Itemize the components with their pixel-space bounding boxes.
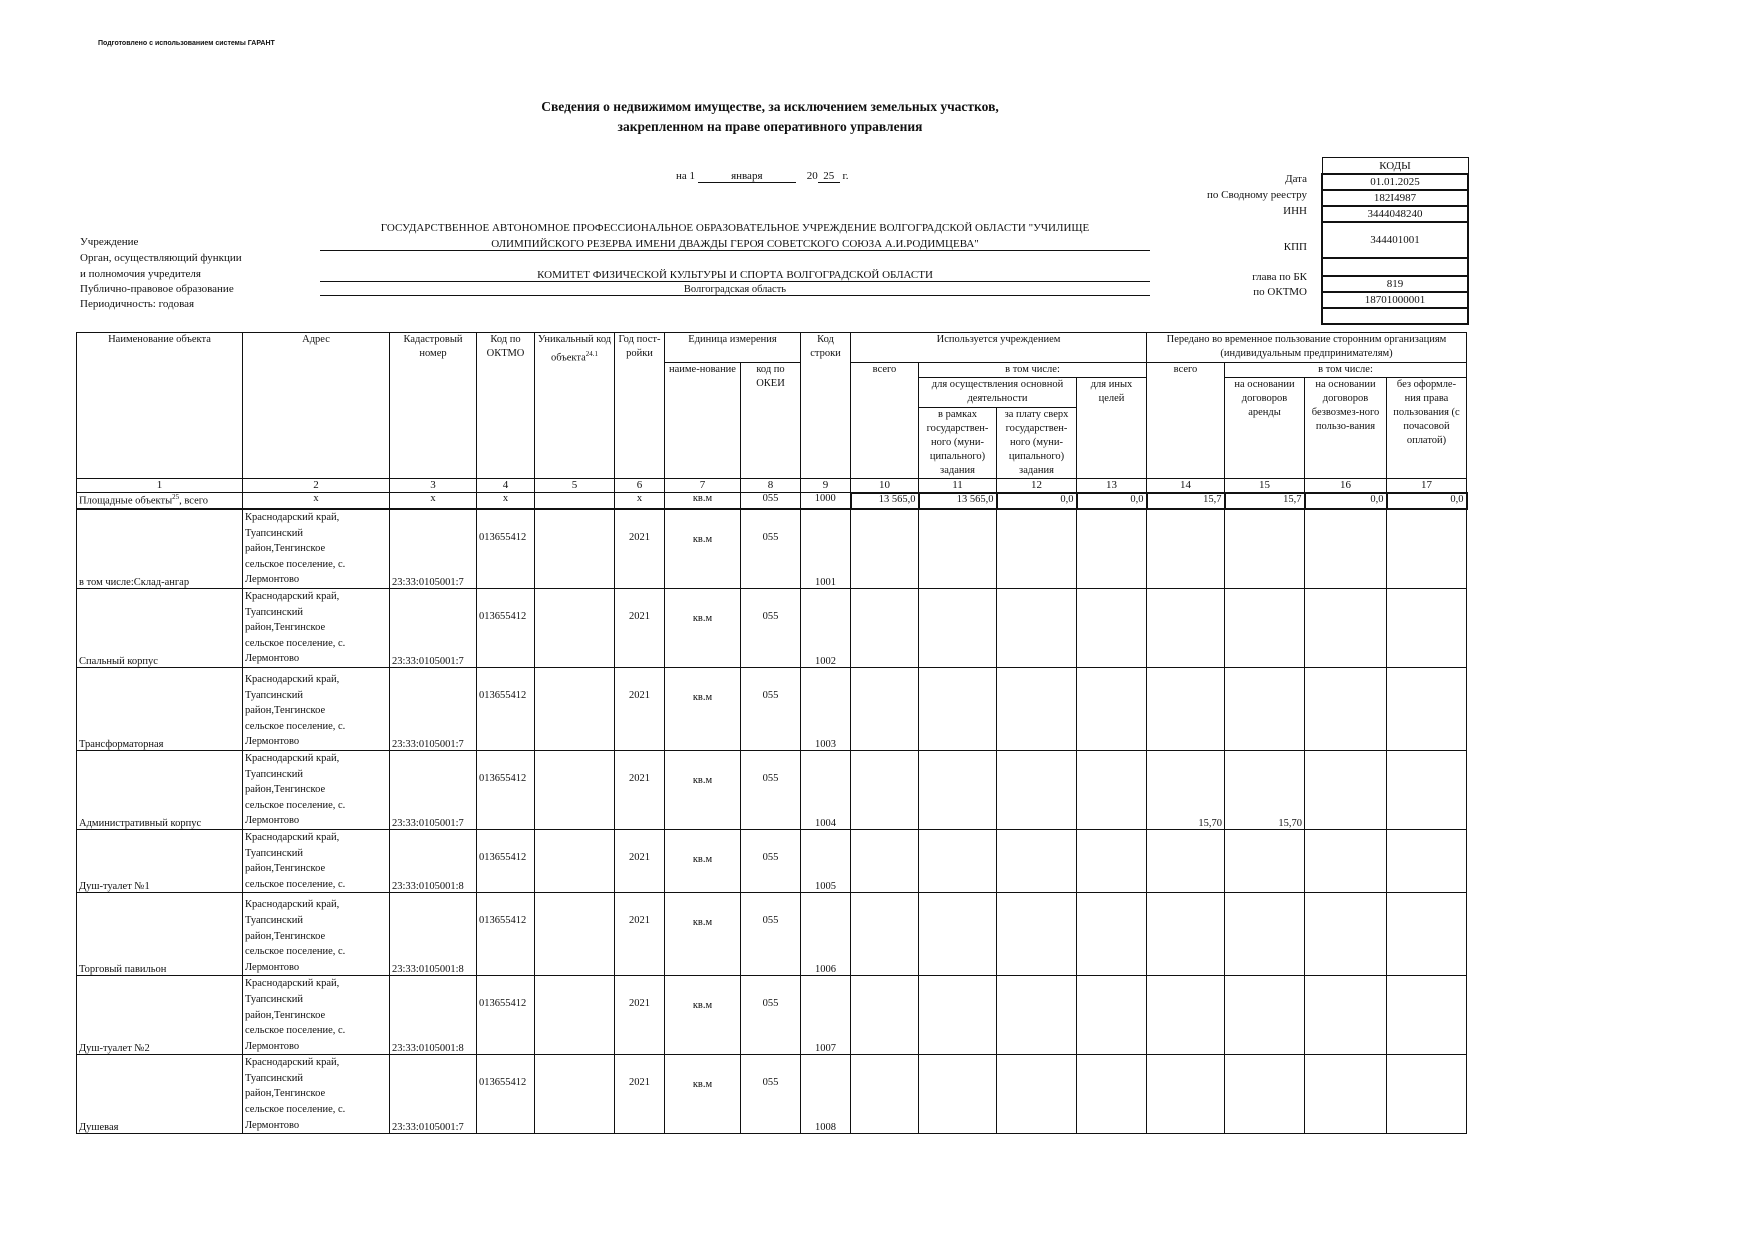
object-year: 2021 (615, 750, 665, 829)
col-num: 15 (1225, 479, 1305, 493)
object-c15 (1225, 893, 1305, 976)
column-numbers-row (77, 479, 1467, 493)
object-address (243, 829, 390, 892)
label-periodicity: Периодичность: годовая (80, 298, 195, 310)
col-num: 9 (801, 479, 851, 493)
object-c15 (1225, 1055, 1305, 1134)
object-unit: кв.м (665, 1055, 741, 1134)
object-c15 (1225, 589, 1305, 668)
object-c16 (1305, 509, 1387, 589)
total-unique (535, 493, 615, 509)
col-num: 10 (851, 479, 919, 493)
object-okei: 055 (741, 1055, 801, 1134)
object-unique (535, 589, 615, 668)
object-c10 (851, 509, 919, 589)
code-date: 01.01.2025 (1322, 174, 1468, 190)
address-line: сельское поселение, с. (245, 558, 346, 570)
address-line: Туапсинский (245, 993, 304, 1005)
object-c14 (1147, 509, 1225, 589)
total-c16: 0,0 (1305, 493, 1387, 509)
table-row (77, 750, 1467, 829)
object-c14: 15,70 (1147, 750, 1225, 829)
date-prefix: на 1 (676, 170, 696, 182)
header-name: Наименование объекта (77, 333, 243, 479)
object-c14 (1147, 1055, 1225, 1134)
total-year: x (615, 493, 665, 509)
object-name: Трансформаторная (77, 667, 243, 750)
address-line: район,Тенгинское (245, 863, 326, 875)
header-unique-text: Уникальный код объекта (537, 334, 612, 364)
address-line: район,Тенгинское (245, 543, 326, 555)
codes-table (1321, 157, 1469, 325)
total-name-text: Площадные объекты (79, 495, 173, 507)
label-registry: по Сводному реестру (1207, 189, 1307, 201)
total-row (77, 493, 1467, 509)
object-cadastral: 23:33:0105001:7 (390, 1055, 477, 1134)
address-line: Краснодарский край, (245, 978, 340, 990)
date-g: г. (842, 170, 849, 182)
object-c17 (1387, 829, 1467, 892)
object-okei: 055 (741, 589, 801, 668)
object-c11 (919, 589, 997, 668)
object-c13 (1077, 589, 1147, 668)
total-c11: 13 565,0 (919, 493, 997, 509)
object-cadastral: 23:33:0105001:7 (390, 750, 477, 829)
address-line: Туапсинский (245, 606, 304, 618)
object-address (243, 1055, 390, 1134)
total-c12: 0,0 (997, 493, 1077, 509)
table-row (77, 976, 1467, 1055)
object-c14 (1147, 589, 1225, 668)
object-address (243, 976, 390, 1055)
object-oktmo: 013655412 (477, 667, 535, 750)
header-tr-total: всего (1147, 363, 1225, 479)
object-c15: 15,70 (1225, 750, 1305, 829)
address-line: Краснодарский край, (245, 752, 340, 764)
address-line: Лермонтово (245, 574, 300, 586)
object-c15 (1225, 667, 1305, 750)
object-c10 (851, 829, 919, 892)
address-line: район,Тенгинское (245, 1009, 326, 1021)
address-line: Туапсинский (245, 527, 304, 539)
object-unique (535, 976, 615, 1055)
address-line: Лермонтово (245, 1119, 300, 1131)
table-row (77, 667, 1467, 750)
date-year-suffix: 25 (818, 170, 840, 183)
object-c11 (919, 976, 997, 1055)
code-bk: 819 (1322, 276, 1468, 292)
address-line: Туапсинский (245, 914, 304, 926)
object-okei: 055 (741, 893, 801, 976)
object-okei: 055 (741, 509, 801, 589)
object-cadastral: 23:33:0105001:8 (390, 893, 477, 976)
label-oktmo: по ОКТМО (1253, 286, 1307, 298)
object-unique (535, 893, 615, 976)
object-c16 (1305, 976, 1387, 1055)
object-code: 1008 (801, 1055, 851, 1134)
property-table (76, 332, 1468, 1134)
object-c16 (1305, 750, 1387, 829)
object-name: Административный корпус (77, 750, 243, 829)
address-line: Краснодарский край, (245, 674, 340, 685)
institution-name-line-2: ОЛИМПИЙСКОГО РЕЗЕРВА ИМЕНИ ДВАЖДЫ ГЕРОЯ СОВЕТСКОГО СОЮЗА А.И.РОДИМЦЕВА" (320, 238, 1150, 251)
object-code: 1001 (801, 509, 851, 589)
object-oktmo: 013655412 (477, 1055, 535, 1134)
col-num: 1 (77, 479, 243, 493)
object-cadastral: 23:33:0105001:8 (390, 829, 477, 892)
object-c10 (851, 893, 919, 976)
object-name: в том числе:Склад-ангар (77, 509, 243, 589)
object-name: Душевая (77, 1055, 243, 1134)
address-line: сельское поселение, с. (245, 878, 346, 890)
object-code: 1005 (801, 829, 851, 892)
label-date: Дата (1285, 173, 1307, 185)
header-code: Код строки (801, 333, 851, 479)
object-year: 2021 (615, 893, 665, 976)
header-unit-okei: код по ОКЕИ (741, 363, 801, 479)
address-line: сельское поселение, с. (245, 1104, 346, 1116)
object-address (243, 893, 390, 976)
table-row (77, 893, 1467, 976)
col-num: 8 (741, 479, 801, 493)
object-unique (535, 1055, 615, 1134)
header-tr-incl: в том числе: (1225, 363, 1467, 378)
object-c12 (997, 589, 1077, 668)
object-okei: 055 (741, 976, 801, 1055)
object-c14 (1147, 667, 1225, 750)
header-unit-name: наиме-нование (665, 363, 741, 479)
address-line: сельское поселение, с. (245, 799, 346, 811)
code-empty-2 (1322, 308, 1468, 324)
object-c17 (1387, 893, 1467, 976)
codes-header: КОДЫ (1322, 158, 1468, 175)
object-oktmo: 013655412 (477, 589, 535, 668)
label-inn: ИНН (1283, 205, 1307, 217)
address-line: сельское поселение, с. (245, 946, 346, 958)
total-name (77, 493, 243, 509)
object-cadastral: 23:33:0105001:8 (390, 976, 477, 1055)
object-year: 2021 (615, 1055, 665, 1134)
object-c17 (1387, 750, 1467, 829)
header-unit: Единица измерения (665, 333, 801, 363)
object-c15 (1225, 829, 1305, 892)
address-line: район,Тенгинское (245, 784, 326, 796)
header-used: Используется учреждением (851, 333, 1147, 363)
title-line-2: закрепленном на праве оперативного управления (617, 119, 923, 134)
object-cadastral: 23:33:0105001:7 (390, 509, 477, 589)
object-unit: кв.м (665, 667, 741, 750)
code-registry: 182I4987 (1322, 190, 1468, 206)
object-name: Душ-туалет №1 (77, 829, 243, 892)
label-bk: глава по БК (1252, 271, 1307, 283)
label-kpp: КПП (1283, 241, 1307, 253)
object-c12 (997, 976, 1077, 1055)
object-address (243, 750, 390, 829)
object-c12 (997, 829, 1077, 892)
header-state-task: в рамках государствен-ного (муни-ципального) задания (919, 408, 997, 479)
report-date (676, 170, 849, 183)
total-c15: 15,7 (1225, 493, 1305, 509)
object-name: Торговый павильон (77, 893, 243, 976)
col-num: 16 (1305, 479, 1387, 493)
object-c13 (1077, 750, 1147, 829)
founder-name: КОМИТЕТ ФИЗИЧЕСКОЙ КУЛЬТУРЫ И СПОРТА ВОЛГОГРАДСКОЙ ОБЛАСТИ (320, 269, 1150, 282)
address-line: район,Тенгинское (245, 705, 326, 717)
table-body (77, 509, 1467, 1134)
label-organ-1: Орган, осуществляющий функции (80, 252, 242, 264)
total-name-suffix: , всего (179, 495, 209, 507)
object-c14 (1147, 893, 1225, 976)
header-other: для иных целей (1077, 378, 1147, 479)
object-c16 (1305, 589, 1387, 668)
address-line: Лермонтово (245, 815, 300, 827)
total-c10: 13 565,0 (851, 493, 919, 509)
total-c13: 0,0 (1077, 493, 1147, 509)
address-line: Туапсинский (245, 689, 304, 701)
object-oktmo: 013655412 (477, 893, 535, 976)
header-used-incl: в том числе: (919, 363, 1147, 378)
date-year-prefix: 20 (806, 170, 818, 182)
object-c13 (1077, 1055, 1147, 1134)
header-paid: за плату сверх государствен-ного (муни-ципального) задания (997, 408, 1077, 479)
object-code: 1007 (801, 976, 851, 1055)
col-num: 7 (665, 479, 741, 493)
object-unique (535, 750, 615, 829)
object-c11 (919, 829, 997, 892)
object-c12 (997, 1055, 1077, 1134)
object-unit: кв.м (665, 893, 741, 976)
table-row (77, 1055, 1467, 1134)
object-address (243, 589, 390, 668)
object-year: 2021 (615, 667, 665, 750)
header-unique (535, 333, 615, 479)
object-cadastral: 23:33:0105001:7 (390, 667, 477, 750)
address-line: Туапсинский (245, 847, 304, 859)
code-oktmo: 18701000001 (1322, 292, 1468, 308)
object-c17 (1387, 1055, 1467, 1134)
object-year: 2021 (615, 829, 665, 892)
object-c16 (1305, 893, 1387, 976)
object-name: Душ-туалет №2 (77, 976, 243, 1055)
object-unit: кв.м (665, 829, 741, 892)
municipality-name: Волгоградская область (320, 284, 1150, 296)
object-c13 (1077, 976, 1147, 1055)
object-c14 (1147, 829, 1225, 892)
total-address: x (243, 493, 390, 509)
object-c16 (1305, 829, 1387, 892)
object-c17 (1387, 667, 1467, 750)
total-okei: 055 (741, 493, 801, 509)
object-unit: кв.м (665, 589, 741, 668)
address-line: Туапсинский (245, 1072, 304, 1084)
object-code: 1002 (801, 589, 851, 668)
object-address (243, 667, 390, 750)
total-code: 1000 (801, 493, 851, 509)
object-year: 2021 (615, 976, 665, 1055)
object-c10 (851, 976, 919, 1055)
object-oktmo: 013655412 (477, 976, 535, 1055)
object-unit: кв.м (665, 750, 741, 829)
address-line: Краснодарский край, (245, 591, 340, 602)
header-used-total: всего (851, 363, 919, 479)
header-free: на основании договоров безвозмез-ного пользо-вания (1305, 378, 1387, 479)
object-cadastral: 23:33:0105001:7 (390, 589, 477, 668)
object-c17 (1387, 976, 1467, 1055)
address-line: Краснодарский край, (245, 899, 340, 911)
object-okei: 055 (741, 667, 801, 750)
col-num: 13 (1077, 479, 1147, 493)
object-c11 (919, 893, 997, 976)
object-okei: 055 (741, 750, 801, 829)
code-empty (1322, 258, 1468, 276)
object-c16 (1305, 1055, 1387, 1134)
address-line: Краснодарский край, (245, 1057, 340, 1069)
col-num: 4 (477, 479, 535, 493)
object-c13 (1077, 509, 1147, 589)
institution-name-line-1: ГОСУДАРСТВЕННОЕ АВТОНОМНОЕ ПРОФЕССИОНАЛЬНОЕ ОБРАЗОВАТЕЛЬНОЕ УЧРЕЖДЕНИЕ ВОЛГОГРАДСКОЙ ОБЛАСТИ "УЧИЛИЩЕ (380, 222, 1090, 234)
object-c10 (851, 667, 919, 750)
code-kpp: 344401001 (1322, 222, 1468, 258)
object-c11 (919, 667, 997, 750)
object-oktmo: 013655412 (477, 750, 535, 829)
object-c12 (997, 750, 1077, 829)
object-address (243, 509, 390, 589)
address-line: Лермонтово (245, 736, 300, 748)
address-line: Краснодарский край, (245, 831, 340, 843)
total-c17: 0,0 (1387, 493, 1467, 509)
address-line: Лермонтово (245, 1040, 300, 1052)
object-c13 (1077, 829, 1147, 892)
header-year: Год пост-ройки (615, 333, 665, 479)
address-line: Лермонтово (245, 653, 300, 665)
object-c10 (851, 1055, 919, 1134)
object-c15 (1225, 509, 1305, 589)
header-oktmo: Код по ОКТМО (477, 333, 535, 479)
col-num: 12 (997, 479, 1077, 493)
document-title (0, 97, 1540, 137)
address-line: район,Тенгинское (245, 930, 326, 942)
object-unit: кв.м (665, 976, 741, 1055)
total-unit: кв.м (665, 493, 741, 509)
col-num: 17 (1387, 479, 1467, 493)
object-c13 (1077, 667, 1147, 750)
address-line: Туапсинский (245, 768, 304, 780)
header-rent: на основании договоров аренды (1225, 378, 1305, 479)
address-line: сельское поселение, с. (245, 637, 346, 649)
col-num: 14 (1147, 479, 1225, 493)
object-code: 1004 (801, 750, 851, 829)
header-main-activity: для осуществления основной деятельности (919, 378, 1077, 408)
address-line: сельское поселение, с. (245, 1025, 346, 1037)
label-institution: Учреждение (80, 236, 139, 248)
label-municipality: Публично-правовое образование (80, 283, 234, 295)
header-transferred: Передано во временное пользование сторонним организациям (индивидуальным предпринимателям) (1147, 333, 1467, 363)
header-unique-sup: 24.1 (585, 350, 598, 358)
total-oktmo: x (477, 493, 535, 509)
col-num: 11 (919, 479, 997, 493)
address-line: Краснодарский край, (245, 512, 340, 524)
object-c15 (1225, 976, 1305, 1055)
object-c11 (919, 750, 997, 829)
object-c13 (1077, 893, 1147, 976)
table-row (77, 829, 1467, 892)
total-c14: 15,7 (1147, 493, 1225, 509)
object-c17 (1387, 509, 1467, 589)
object-c11 (919, 1055, 997, 1134)
address-line: Лермонтово (245, 961, 300, 973)
object-c10 (851, 589, 919, 668)
total-cadastral: x (390, 493, 477, 509)
object-name: Спальный корпус (77, 589, 243, 668)
object-unit: кв.м (665, 509, 741, 589)
object-code: 1003 (801, 667, 851, 750)
table-row (77, 509, 1467, 589)
col-num: 5 (535, 479, 615, 493)
col-num: 6 (615, 479, 665, 493)
object-year: 2021 (615, 509, 665, 589)
address-line: район,Тенгинское (245, 1088, 326, 1100)
object-oktmo: 013655412 (477, 829, 535, 892)
object-year: 2021 (615, 589, 665, 668)
title-line-1: Сведения о недвижимом имуществе, за исключением земельных участков, (541, 99, 999, 114)
object-unique (535, 509, 615, 589)
address-line: район,Тенгинское (245, 622, 326, 634)
object-okei: 055 (741, 829, 801, 892)
object-unique (535, 667, 615, 750)
object-c14 (1147, 976, 1225, 1055)
header-nocontract: без оформле-ния права пользования (с почасовой оплатой) (1387, 378, 1467, 479)
object-unique (535, 829, 615, 892)
label-organ-2: и полномочия учредителя (80, 268, 201, 280)
garant-note: Подготовлено с использованием системы ГАРАНТ (98, 40, 275, 47)
object-c17 (1387, 589, 1467, 668)
object-c16 (1305, 667, 1387, 750)
code-inn: 3444048240 (1322, 206, 1468, 222)
object-c12 (997, 893, 1077, 976)
total-name-sup: 25 (172, 493, 180, 501)
table-row (77, 589, 1467, 668)
header-address: Адрес (243, 333, 390, 479)
object-code: 1006 (801, 893, 851, 976)
col-num: 3 (390, 479, 477, 493)
date-month: января (698, 170, 796, 183)
object-c11 (919, 509, 997, 589)
header-cadastral: Кадастровый номер (390, 333, 477, 479)
col-num: 2 (243, 479, 390, 493)
object-c12 (997, 509, 1077, 589)
object-c10 (851, 750, 919, 829)
object-oktmo: 013655412 (477, 509, 535, 589)
address-line: сельское поселение, с. (245, 720, 346, 732)
object-c12 (997, 667, 1077, 750)
